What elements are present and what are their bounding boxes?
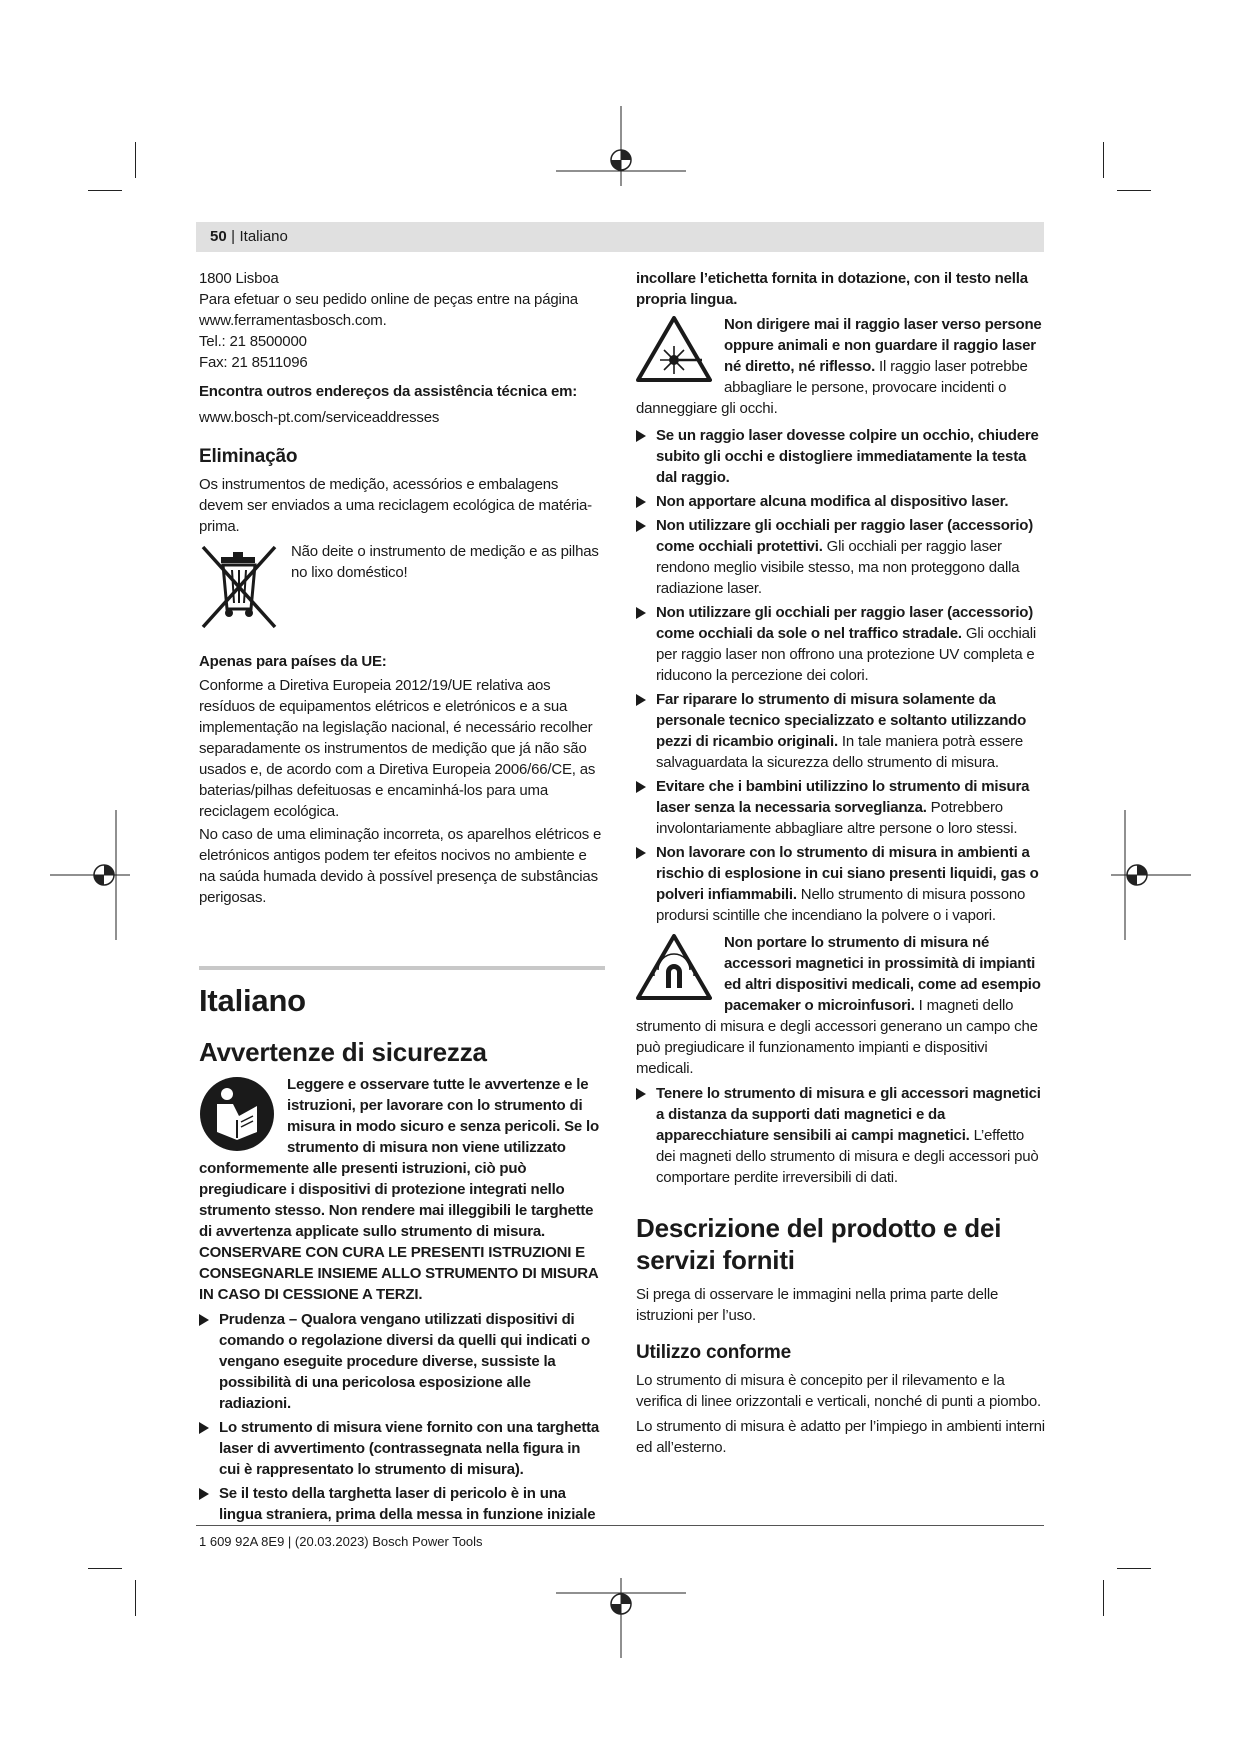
disposal-warning: Não deite o instrumento de medição e as pilhas no lixo doméstico! (291, 543, 599, 581)
page-header (196, 222, 1044, 252)
disposal-text: Os instrumentos de medição, acessórios e embalagens devem ser enviados a uma reciclagem ecológica de matéria-prima. (199, 476, 592, 535)
crop-mark (1103, 1580, 1104, 1616)
bullet-arrow-icon (636, 1088, 646, 1100)
use-text-2: Lo strumento di misura è adatto per l’impiego in ambienti interni ed all’esterno. (636, 1418, 1045, 1456)
bullet-arrow-icon (636, 847, 646, 859)
crop-mark (135, 142, 136, 178)
magnet-warning-icon (636, 934, 712, 1000)
service-url: www.bosch-pt.com/serviceaddresses (199, 409, 440, 426)
crop-mark (1117, 1568, 1151, 1569)
page-footer: 1 609 92A 8E9 | (20.03.2023) Bosch Power Tools (199, 1534, 483, 1549)
bullet-arrow-icon (636, 496, 646, 508)
right-column (636, 268, 1046, 1458)
address-line: Tel.: 21 8500000 (199, 333, 307, 350)
footer-divider (196, 1525, 1044, 1526)
laser-warning-text: Il raggio laser potrebbe abbagliare le persone, provocare incidenti o danneggiare gli occhi. (636, 358, 1028, 417)
crop-mark (1103, 142, 1104, 178)
use-heading: Utilizzo conforme (636, 1342, 791, 1363)
read-manual-icon (199, 1076, 275, 1152)
crop-mark (135, 1580, 136, 1616)
description-title: Descrizione del prodotto e dei servizi forniti (636, 1213, 1002, 1275)
list-item: Far riparare lo strumento di misura solamente da personale tecnico specializzato e soltanto utilizzando pezzi di ricambio originali. In tale maniera potrà essere salvaguardata la sicurezza dello strumento di misura. (636, 689, 1046, 773)
crop-mark (88, 190, 122, 191)
bullet-arrow-icon (199, 1488, 209, 1500)
address-line: Fax: 21 8511096 (199, 354, 308, 371)
list-item: Non lavorare con lo strumento di misura in ambienti a rischio di esplosione in cui siano presenti liquidi, gas o polveri infiammabili. Nello strumento di misura possono prodursi scintille che incendiano la polvere o i vapori. (636, 842, 1046, 926)
italiano-title: Italiano (199, 983, 306, 1018)
laser-warning-icon (636, 316, 712, 382)
continuation-text: incollare l’etichetta fornita in dotazione, con il testo nella propria lingua. (636, 270, 1028, 308)
left-column (199, 268, 605, 1525)
address-line: Para efetuar o seu pedido online de peças entre na página (199, 291, 578, 308)
magnet-warning-bold: Non portare lo strumento di misura né accessori magnetici in prossimità di impianti ed altri dispositivi medicali, come ad esempio pacemaker o microinfusori. (724, 934, 1041, 1014)
list-item: Se il testo della targhetta laser di pericolo è in una lingua straniera, prima della messa in funzione iniziale (199, 1483, 605, 1525)
list-item: Non utilizzare gli occhiali per raggio laser (accessorio) come occhiali da sole o nel traffico stradale. Gli occhiali per raggio laser non offrono una protezione UV completa e riducono la percezione dei colori. (636, 602, 1046, 686)
list-item: Prudenza – Qualora vengano utilizzati dispositivi di comando o regolazione diversi da quelli qui indicati o vengano eseguite procedure diverse, sussiste la possibilità di una pericolosa esposizione alle radiazioni. (199, 1309, 605, 1414)
page-number: 50 (210, 228, 227, 245)
bullet-arrow-icon (199, 1422, 209, 1434)
list-item: Non apportare alcuna modifica al dispositivo laser. (636, 491, 1046, 512)
bullet-arrow-icon (636, 694, 646, 706)
disposal-heading: Eliminação (199, 446, 298, 467)
bullet-arrow-icon (636, 781, 646, 793)
crop-mark (1117, 190, 1151, 191)
service-heading: Encontra outros endereços da assistência técnica em: (199, 383, 578, 400)
header-separator: | (231, 228, 236, 245)
eu-heading: Apenas para países da UE: (199, 653, 387, 670)
use-text-1: Lo strumento di misura è concepito per il rilevamento e la verifica di linee orizzontali e verticali, nonché di punti a piombo. (636, 1372, 1041, 1410)
registration-mark-bottom-icon (556, 1578, 686, 1658)
laser-warning-bold: Non dirigere mai il raggio laser verso persone oppure animali e non guardare il raggio laser né diretto, né riflesso. (724, 316, 1042, 375)
address-line: 1800 Lisboa (199, 270, 279, 287)
eu-text-1: Conforme a Diretiva Europeia 2012/19/UE relativa aos resíduos de equipamentos elétricos e eletrónicos e a sua implementação na legislação nacional, é necessário recolher separadamente os instrumentos de medição que já não são usados e, de acordo com a Diretiva Europeia 2006/66/CE, as baterias/pilhas defeituosas e encaminhá-los para uma reciclagem ecológica. (199, 677, 596, 820)
section-divider (199, 966, 605, 970)
list-item: Lo strumento di misura viene fornito con una targhetta laser di avvertimento (contrassegnata nella figura in cui è rappresentato lo strumento di misura). (199, 1417, 605, 1480)
registration-mark-right-icon (1111, 810, 1191, 940)
description-text: Si prega di osservare le immagini nella prima parte delle istruzioni per l’uso. (636, 1286, 999, 1324)
header-language: Italiano (239, 228, 288, 245)
safety-intro: Leggere e osservare tutte le avvertenze e le istruzioni, per lavorare con lo strumento di misura in modo sicuro e senza pericoli. Se lo strumento di misura non viene utilizzato conformemente alle presenti istruzioni, ciò può pregiudicare i dispositivi di protezione integrati nello strumento stesso. Non rendere mai illeggibili le targhette di avvertenza applicate sullo strumento di misura. CONSERVARE CON CURA LE PRESENTI ISTRUZIONI E CONSEGNARLE INSIEME ALLO STRUMENTO DI MISURA IN CASO DI CESSIONE A TERZI. (199, 1076, 599, 1303)
registration-mark-left-icon (50, 810, 130, 940)
bullet-arrow-icon (636, 607, 646, 619)
eu-text-2: No caso de uma eliminação incorreta, os aparelhos elétricos e eletrónicos antigos podem ter efeitos nocivos no ambiente e na saúda humada devido à possível presença de substâncias perigosas. (199, 826, 602, 906)
crop-mark (88, 1568, 122, 1569)
list-item: Se un raggio laser dovesse colpire un occhio, chiudere subito gli occhi e distogliere immediatamente la testa dal raggio. (636, 425, 1046, 488)
crossed-out-bin-icon (199, 543, 279, 629)
list-item: Non utilizzare gli occhiali per raggio laser (accessorio) come occhiali protettivi. Gli occhiali per raggio laser rendono meglio visibile stesso, ma non proteggono dalla radiazione laser. (636, 515, 1046, 599)
address-line: www.ferramentasbosch.com. (199, 312, 387, 329)
magnet-warning-text: I magneti dello strumento di misura e degli accessori generano un campo che può pregiudicare il funzionamento impianti e dispositivi medicali. (636, 997, 1038, 1077)
safety-title: Avvertenze di sicurezza (199, 1037, 487, 1067)
list-item: Tenere lo strumento di misura e gli accessori magnetici a distanza da supporti dati magnetici e da apparecchiature sensibili ai campi magnetici. L’effetto dei magneti dello strumento di misura e degli accessori può comportare perdite irreversibili di dati. (636, 1083, 1046, 1188)
registration-mark-top-icon (556, 106, 686, 186)
bullet-arrow-icon (199, 1314, 209, 1326)
bullet-arrow-icon (636, 430, 646, 442)
list-item: Evitare che i bambini utilizzino lo strumento di misura laser senza la necessaria sorveglianza. Potrebbero involontariamente abbagliare altre persone o loro stessi. (636, 776, 1046, 839)
bullet-arrow-icon (636, 520, 646, 532)
